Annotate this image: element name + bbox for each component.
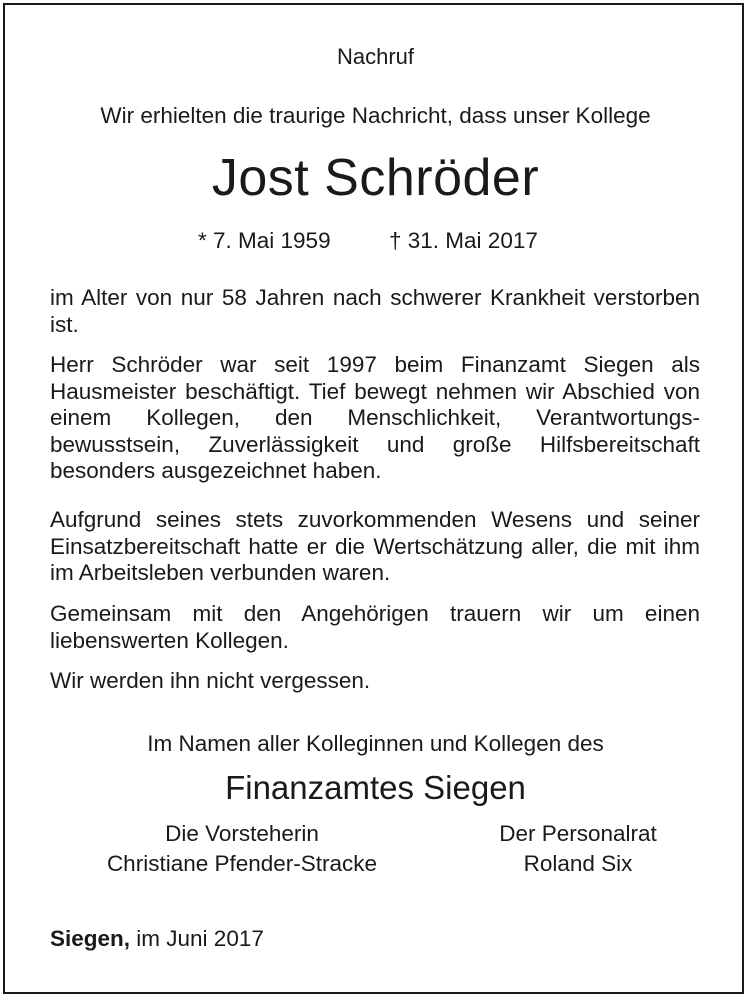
office-name: Finanzamtes Siegen	[225, 769, 526, 806]
paragraph-mourning: Gemeinsam mit den Angehörigen trauern wir um einen liebenswerten Kollegen.	[50, 601, 700, 653]
closing-line: Im Namen aller Kolleginnen und Kollegen des	[147, 731, 604, 756]
signature-role: Der Personalrat	[499, 821, 657, 846]
notice-heading: Nachruf	[336, 44, 415, 69]
signature-staff-council	[408, 819, 748, 879]
signature-name: Christiane Pfender-Stracke	[106, 851, 378, 876]
intro-line: Wir erhielten die traurige Nachricht, dass unser Kollege	[100, 103, 651, 128]
death-date: † 31. Mai 2017	[389, 228, 538, 253]
signature-name: Roland Six	[523, 851, 633, 876]
place: Siegen,	[50, 926, 131, 951]
paragraph-appreciation: Aufgrund seines stets zuvorkommenden Wesens und seiner Einsatzbereitschaft hatte er die Wertschätzung aller, die mit ihm im Arbeitsleben verbunden waren.	[50, 507, 700, 585]
signature-role: Die Vorsteherin	[165, 821, 319, 846]
date: im Juni 2017	[130, 926, 264, 951]
birth-date: * 7. Mai 1959	[198, 228, 331, 253]
paragraph-age: im Alter von nur 58 Jahren nach schwerer Krankheit verstorben ist.	[50, 285, 700, 337]
signature-director	[72, 819, 412, 879]
paragraph-career: Herr Schröder war seit 1997 beim Finanzamt Siegen als Hausmeister beschäftigt. Tief bewegt nehmen wir Abschied von einem Kollegen, den Menschlichkeit, Verantwortungsbewusstsein, Zuverlässigkeit und große Hilfsbereitschaft besonders ausgezeichnet haben.	[50, 352, 700, 483]
deceased-name: Jost Schröder	[211, 149, 540, 207]
place-and-date	[50, 926, 264, 952]
paragraph-remembrance: Wir werden ihn nicht vergessen.	[50, 668, 371, 693]
